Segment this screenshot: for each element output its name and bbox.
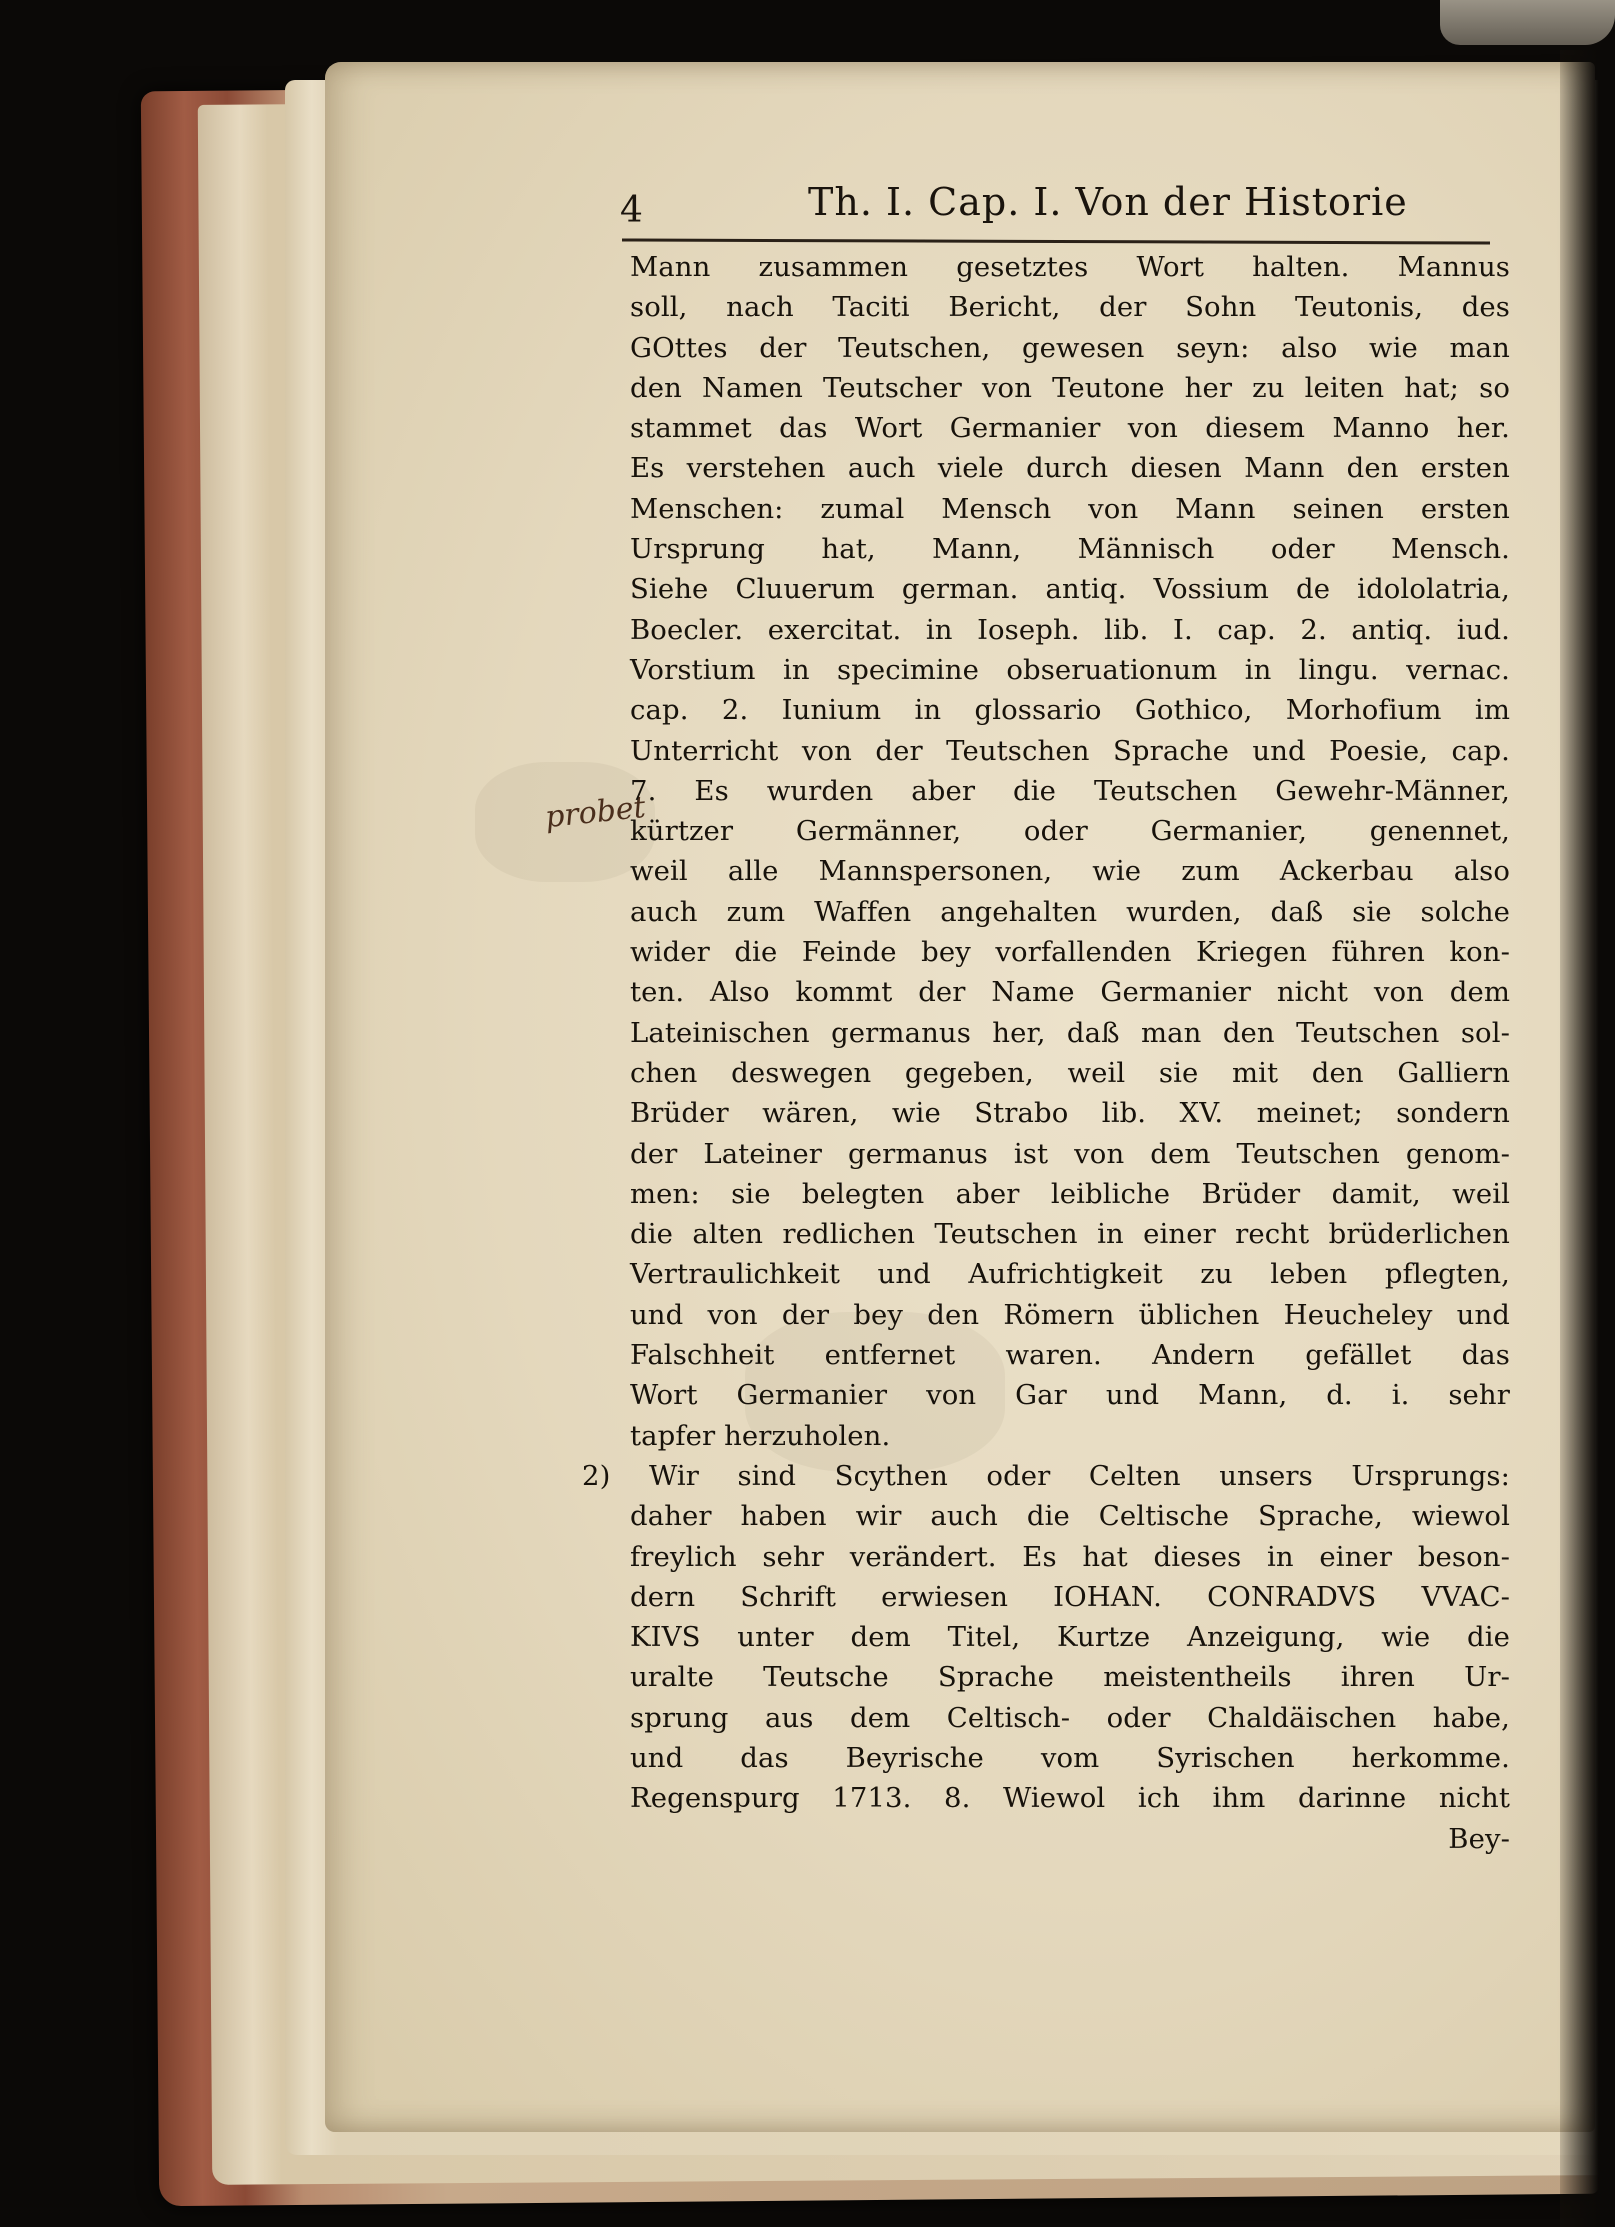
text-line: ten. Also kommt der Name Germanier nicht von dem: [630, 976, 1510, 1009]
text-line: KIVS unter dem Titel, Kurtze Anzeigung, wie die: [630, 1621, 1510, 1654]
catchword: Bey-: [1448, 1822, 1510, 1855]
margin-note: probet: [543, 789, 648, 836]
text-line: Mann zusammen gesetztes Wort halten. Mannus: [630, 251, 1510, 283]
text-line: der Lateiner germanus ist von dem Teutschen genom-: [630, 1137, 1510, 1170]
text-line: uralte Teutsche Sprache meistentheils ihren Ur-: [630, 1661, 1510, 1694]
text-line: kürtzer Germänner, oder Germanier, genennet,: [630, 815, 1510, 848]
text-line: Wort Germanier von Gar und Mann, d. i. sehr: [630, 1379, 1510, 1412]
binding-clip: [1440, 0, 1615, 45]
text-line: die alten redlichen Teutschen in einer recht brüderlichen: [630, 1218, 1510, 1251]
running-head: Th. I. Cap. I. Von der Historie: [808, 180, 1408, 224]
text-line: und das Beyrische vom Syrischen herkomme.: [630, 1741, 1510, 1774]
text-line: dern Schrift erwiesen IOHAN. CONRADVS VVAC-: [630, 1580, 1510, 1613]
text-line: Boecler. exercitat. in Ioseph. lib. I. cap. 2. antiq. iud.: [630, 613, 1510, 646]
text-line: 7. Es wurden aber die Teutschen Gewehr-Männer,: [630, 774, 1510, 807]
text-line: Unterricht von der Teutschen Sprache und Poesie, cap.: [630, 734, 1510, 767]
text-line: chen deswegen gegeben, weil sie mit den Galliern: [630, 1056, 1510, 1089]
text-line: Ursprung hat, Mann, Männisch oder Mensch.: [630, 533, 1510, 566]
text-line: den Namen Teutscher von Teutone her zu leiten hat; so: [630, 371, 1510, 404]
text-line: stammet das Wort Germanier von diesem Manno her.: [630, 412, 1510, 445]
text-line: Vertraulichkeit und Aufrichtigkeit zu leben pflegten,: [630, 1258, 1510, 1291]
text-line: Menschen: zumal Mensch von Mann seinen ersten: [630, 492, 1510, 525]
text-line: Siehe Cluuerum german. antiq. Vossium de idololatria,: [630, 573, 1510, 606]
text-line: Vorstium in specimine obseruationum in lingu. vernac.: [630, 653, 1510, 686]
text-line: auch zum Waffen angehalten wurden, daß sie solche: [630, 895, 1510, 928]
text-line: freylich sehr verändert. Es hat dieses in einer beson-: [630, 1540, 1510, 1573]
text-line: Regenspurg 1713. 8. Wiewol ich ihm darinne nicht: [630, 1782, 1510, 1815]
text-line: weil alle Mannspersonen, wie zum Ackerbau also: [630, 855, 1510, 888]
text-line: men: sie belegten aber leibliche Brüder damit, weil: [630, 1177, 1510, 1210]
text-line-numbered: 2) Wir sind Scythen oder Celten unsers Ursprungs:: [582, 1459, 1510, 1492]
text-line: soll, nach Taciti Bericht, der Sohn Teutonis, des: [630, 291, 1510, 324]
text-line: Es verstehen auch viele durch diesen Mann den ersten: [630, 452, 1510, 485]
page-number: 4: [620, 190, 643, 231]
text-line: daher haben wir auch die Celtische Sprache, wiewol: [630, 1500, 1510, 1533]
text-line: Falschheit entfernet waren. Andern gefället das: [630, 1339, 1510, 1372]
text-line: Brüder wären, wie Strabo lib. XV. meinet; sondern: [630, 1097, 1510, 1130]
text-line: Lateinischen germanus her, daß man den Teutschen sol-: [630, 1016, 1510, 1049]
text-line: tapfer herzuholen.: [630, 1419, 891, 1452]
text-line: GOttes der Teutschen, gewesen seyn: also wie man: [630, 331, 1510, 364]
text-line: wider die Feinde bey vorfallenden Kriegen führen kon-: [630, 936, 1510, 969]
text-line: cap. 2. Iunium in glossario Gothico, Morhofium im: [630, 694, 1510, 727]
gutter-shadow: [1560, 50, 1615, 2227]
text-line: sprung aus dem Celtisch- oder Chaldäischen habe,: [630, 1701, 1510, 1734]
text-line: und von der bey den Römern üblichen Heucheley und: [630, 1298, 1510, 1331]
